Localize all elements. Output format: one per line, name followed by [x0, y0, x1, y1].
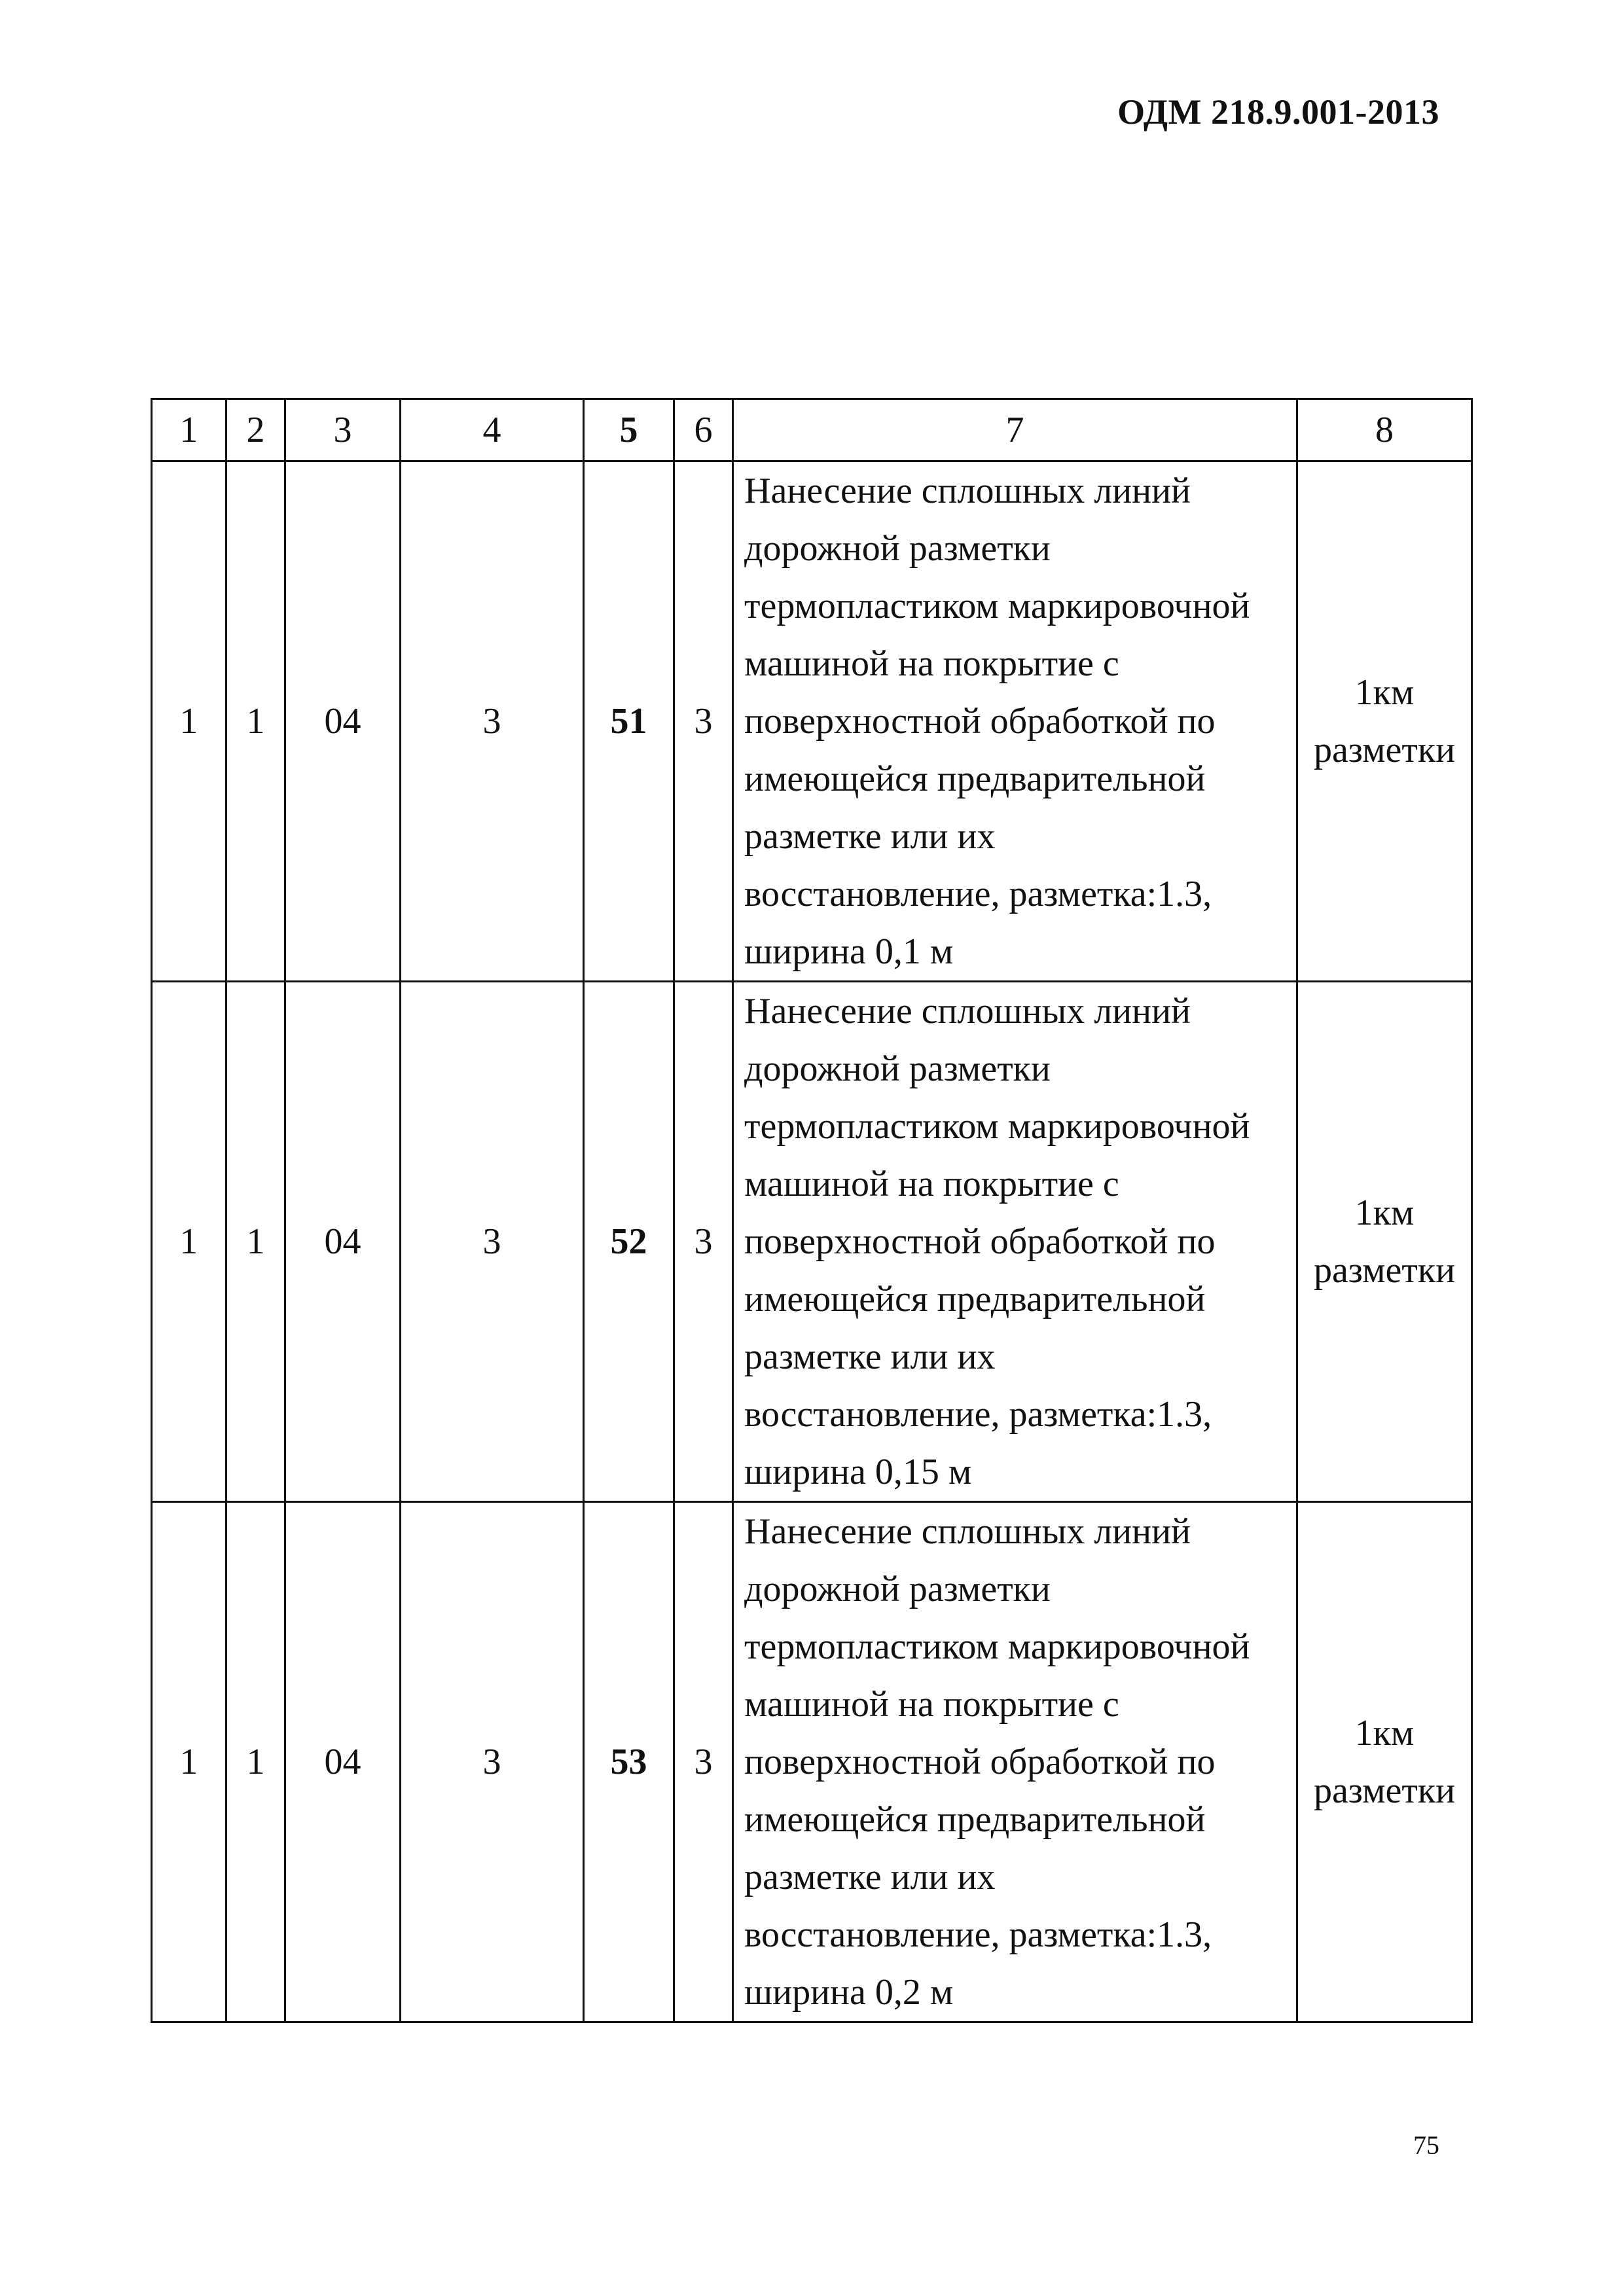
table-cell-description: Нанесение сплошных линий дорожной разметки термопластиком маркировочной машиной на покрытие с поверхностной обработкой по имеющейся предварительной разметке или их восстановление, разметка:1.3, ширина 0,15 м [733, 982, 1297, 1502]
column-header: 7 [733, 399, 1297, 461]
table-row [152, 982, 1472, 1502]
table-cell-unit: 1км разметки [1297, 461, 1472, 982]
document-code: ОДМ 218.9.001-2013 [1117, 92, 1439, 132]
table-cell-code: 53 [584, 1502, 674, 2022]
table-cell: 1 [152, 982, 226, 1502]
table-cell: 04 [285, 1502, 401, 2022]
table-cell-code: 51 [584, 461, 674, 982]
page-number: 75 [1413, 2130, 1439, 2160]
table-cell: 04 [285, 982, 401, 1502]
table-cell: 3 [401, 1502, 584, 2022]
codes-table [151, 398, 1473, 2023]
column-header: 6 [674, 399, 733, 461]
column-header: 2 [226, 399, 285, 461]
table-cell: 04 [285, 461, 401, 982]
table-cell: 3 [674, 1502, 733, 2022]
column-header: 5 [584, 399, 674, 461]
table-cell: 3 [401, 461, 584, 982]
table-cell-code: 52 [584, 982, 674, 1502]
column-header: 1 [152, 399, 226, 461]
column-header: 4 [401, 399, 584, 461]
table-cell: 1 [152, 461, 226, 982]
column-header: 3 [285, 399, 401, 461]
table-row [152, 461, 1472, 982]
table-cell-description: Нанесение сплошных линий дорожной разметки термопластиком маркировочной машиной на покрытие с поверхностной обработкой по имеющейся предварительной разметке или их восстановление, разметка:1.3, ширина 0,2 м [733, 1502, 1297, 2022]
table-cell: 1 [226, 461, 285, 982]
table-header-row [152, 399, 1472, 461]
table-cell: 3 [674, 461, 733, 982]
table-cell: 1 [226, 982, 285, 1502]
table-cell: 3 [674, 982, 733, 1502]
table-cell: 1 [152, 1502, 226, 2022]
table-cell-description: Нанесение сплошных линий дорожной разметки термопластиком маркировочной машиной на покрытие с поверхностной обработкой по имеющейся предварительной разметке или их восстановление, разметка:1.3, ширина 0,1 м [733, 461, 1297, 982]
table-cell: 1 [226, 1502, 285, 2022]
table-cell: 3 [401, 982, 584, 1502]
table-cell-unit: 1км разметки [1297, 1502, 1472, 2022]
table-row [152, 1502, 1472, 2022]
column-header: 8 [1297, 399, 1472, 461]
table-cell-unit: 1км разметки [1297, 982, 1472, 1502]
